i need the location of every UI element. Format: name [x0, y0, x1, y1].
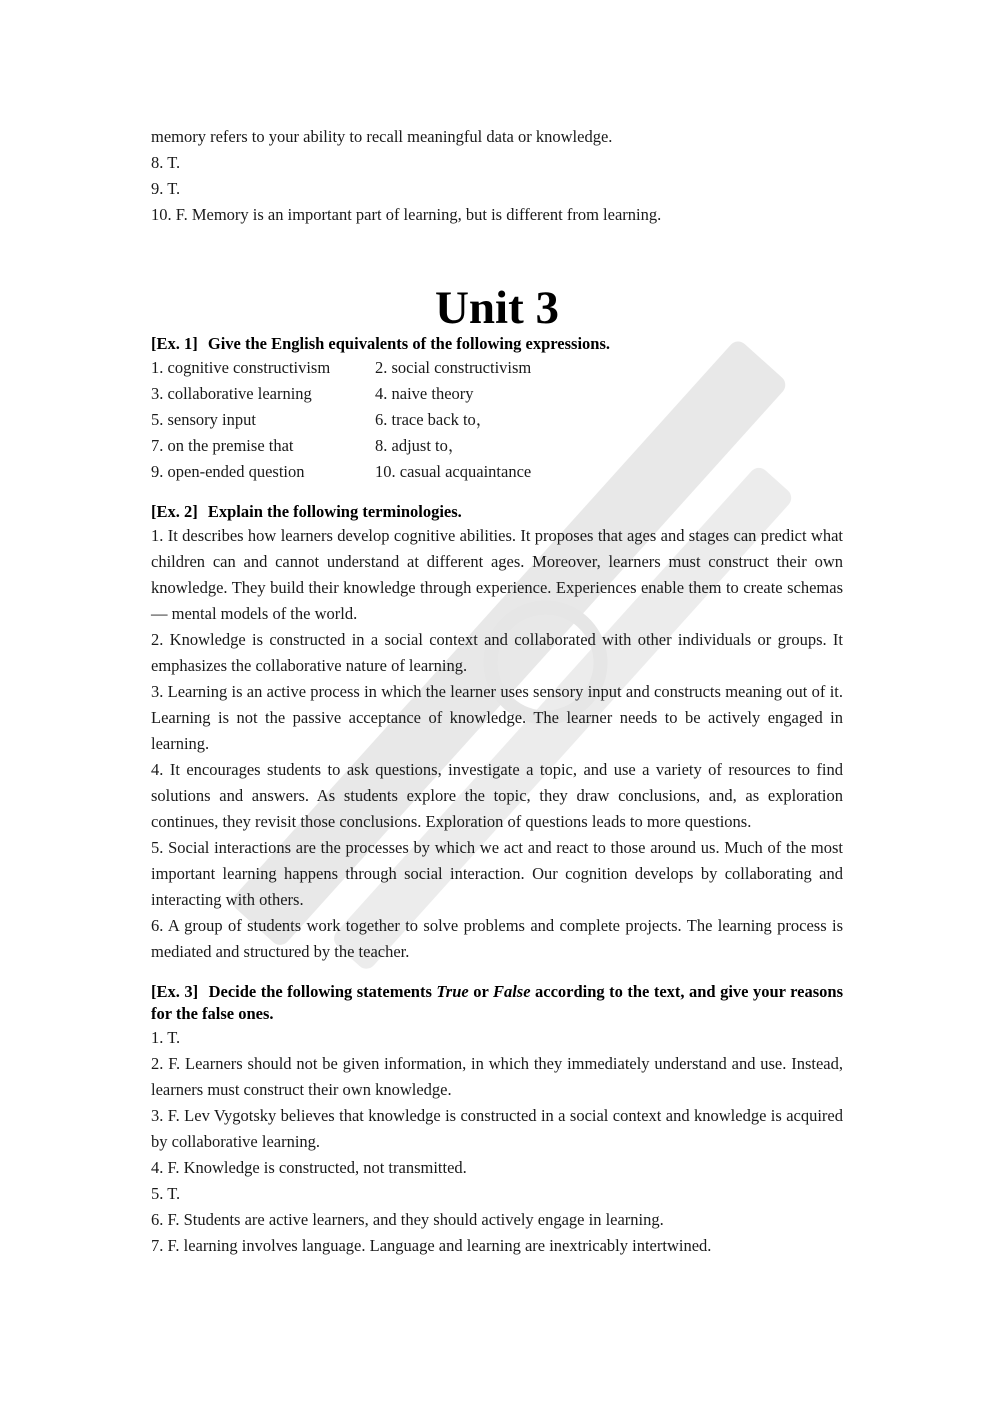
exercise-heading [151, 333, 843, 355]
instruction-text: Decide the following statements [208, 982, 437, 1001]
spacer [151, 965, 843, 981]
page-content [151, 124, 843, 1259]
expression-item: 9. open-ended question [151, 462, 305, 481]
exercise-label: [Ex. 1] [151, 334, 198, 353]
expression-item: 1. cognitive constructivism [151, 358, 331, 377]
expression-item: 8. adjust to， [375, 436, 465, 455]
true-false-answer: 4. F. Knowledge is constructed, not transmitted. [151, 1158, 467, 1177]
instruction-text: or [468, 982, 493, 1001]
terminology-answer: 1. It describes how learners develop cognitive abilities. It proposes that ages and stages can predict what children can and cannot understand at different ages. Moreover, learners must construct their own knowledge. They build their knowledge through experience. Experiences enable them to create schemas — mental models of the world. [151, 526, 843, 623]
exercise-2 [151, 501, 843, 965]
expression-item: 5. sensory input [151, 410, 256, 429]
true-false-answer: 5. T. [151, 1184, 181, 1203]
expression-item: 7. on the premise that [151, 436, 294, 455]
expression-item: 10. casual acquaintance [375, 462, 532, 481]
expression-item: 4. naive theory [375, 384, 474, 403]
exercise-label: [Ex. 2] [151, 502, 198, 521]
expression-item: 3. collaborative learning [151, 384, 312, 403]
terminology-answer: 3. Learning is an active process in which the learner uses sensory input and constructs meaning out of it. Learning is not the passive acceptance of knowledge. The learner needs to be actively engaged in learning. [151, 682, 843, 753]
exercise-instruction: Give the English equivalents of the following expressions. [207, 334, 611, 353]
answer-line: 8. T. [151, 153, 181, 172]
exercise-label: [Ex. 3] [151, 982, 199, 1001]
exercise-heading [151, 981, 843, 1025]
true-false-answer: 6. F. Students are active learners, and they should actively engage in learning. [151, 1210, 664, 1229]
expression-item: 2. social constructivism [375, 358, 532, 377]
previous-unit-answers [151, 124, 843, 228]
exercise-heading [151, 501, 843, 523]
terminology-answer: 6. A group of students work together to solve problems and complete projects. The learning process is mediated and structured by the teacher. [151, 916, 843, 961]
true-false-answer: 1. T. [151, 1028, 181, 1047]
exercise-1 [151, 333, 843, 485]
true-false-answer: 2. F. Learners should not be given information, in which they immediately understand and use. Instead, learners must construct their own knowledge. [151, 1054, 843, 1099]
instruction-true: True [436, 982, 469, 1001]
terminology-answer: 5. Social interactions are the processes by which we act and react to those around us. Much of the most important learning happens through social interaction. Our cognition develops by collaborating and interacting with others. [151, 838, 843, 909]
instruction-false: False [492, 982, 531, 1001]
terminology-answer: 2. Knowledge is constructed in a social context and collaborated with other individuals or groups. It emphasizes the collaborative nature of learning. [151, 630, 843, 675]
answer-line: 10. F. Memory is an important part of learning, but is different from learning. [151, 205, 662, 224]
terminology-answer: 4. It encourages students to ask questions, investigate a topic, and use a variety of resources to find solutions and answers. As students explore the topic, they draw conclusions, and, as exploration continues, they revisit those conclusions. Exploration of questions leads to more questions. [151, 760, 843, 831]
exercise-3 [151, 981, 843, 1259]
expression-item: 6. trace back to， [375, 410, 493, 429]
exercise-instruction: Explain the following terminologies. [207, 502, 462, 521]
expression-list [151, 355, 843, 485]
spacer [151, 485, 843, 501]
true-false-answer: 3. F. Lev Vygotsky believes that knowledge is constructed in a social context and knowledge is acquired by collaborative learning. [151, 1106, 843, 1151]
answer-line: 9. T. [151, 179, 181, 198]
instruction-text: according to the text, and give your reasons for the false ones. [151, 982, 843, 1023]
exercise-instruction [151, 982, 843, 1023]
answer-line: memory refers to your ability to recall meaningful data or knowledge. [151, 127, 613, 146]
true-false-answer: 7. F. learning involves language. Language and learning are inextricably intertwined. [151, 1236, 712, 1255]
unit-title: Unit 3 [434, 282, 560, 334]
